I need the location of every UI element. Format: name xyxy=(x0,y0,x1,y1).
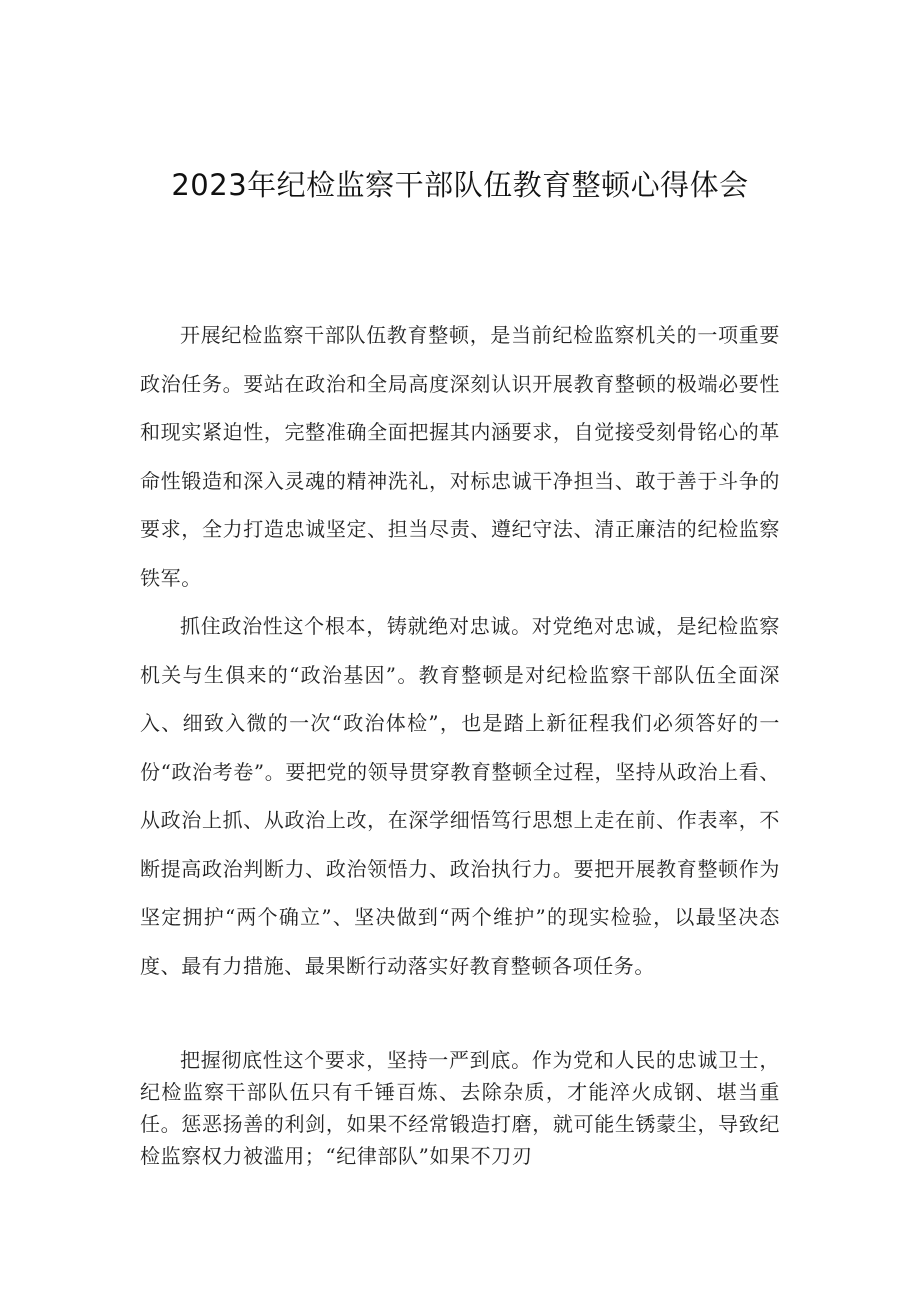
paragraph-3: 把握彻底性这个要求，坚持一严到底。作为党和人民的忠诚卫士，纪检监察干部队伍只有千锤百炼、去除杂质，才能淬火成钢、堪当重任。惩恶扬善的利剑，如果不经常锻造打磨，就可能生锈蒙尘，导致纪检监察权力被滥用；“纪律部队”如果不刀刃 xyxy=(140,1048,780,1168)
paragraph-2: 抓住政治性这个根本，铸就绝对忠诚。对党绝对忠诚，是纪检监察机关与生俱来的“政治基因”。教育整顿是对纪检监察干部队伍全面深入、细致入微的一次“政治体检”，也是踏上新征程我们必须答好的一份“政治考卷”。要把党的领导贯穿教育整顿全过程，坚持从政治上看、从政治上抓、从政治上改，在深学细悟笃行思想上走在前、作表率，不断提高政治判断力、政治领悟力、政治执行力。要把开展教育整顿作为坚定拥护“两个确立”、坚决做到“两个维护”的现实检验，以最坚决态度、最有力措施、最果断行动落实好教育整顿各项任务。 xyxy=(140,614,780,978)
paragraph-1: 开展纪检监察干部队伍教育整顿，是当前纪检监察机关的一项重要政治任务。要站在政治和全局高度深刻认识开展教育整顿的极端必要性和现实紧迫性，完整准确全面把握其内涵要求，自觉接受刻骨铭心的革命性锻造和深入灵魂的精神洗礼，对标忠诚干净担当、敢于善于斗争的要求，全力打造忠诚坚定、担当尽责、遵纪守法、清正廉洁的纪检监察铁军。 xyxy=(140,323,780,590)
page-title: 2023年纪检监察干部队伍教育整顿心得体会 xyxy=(171,168,749,202)
